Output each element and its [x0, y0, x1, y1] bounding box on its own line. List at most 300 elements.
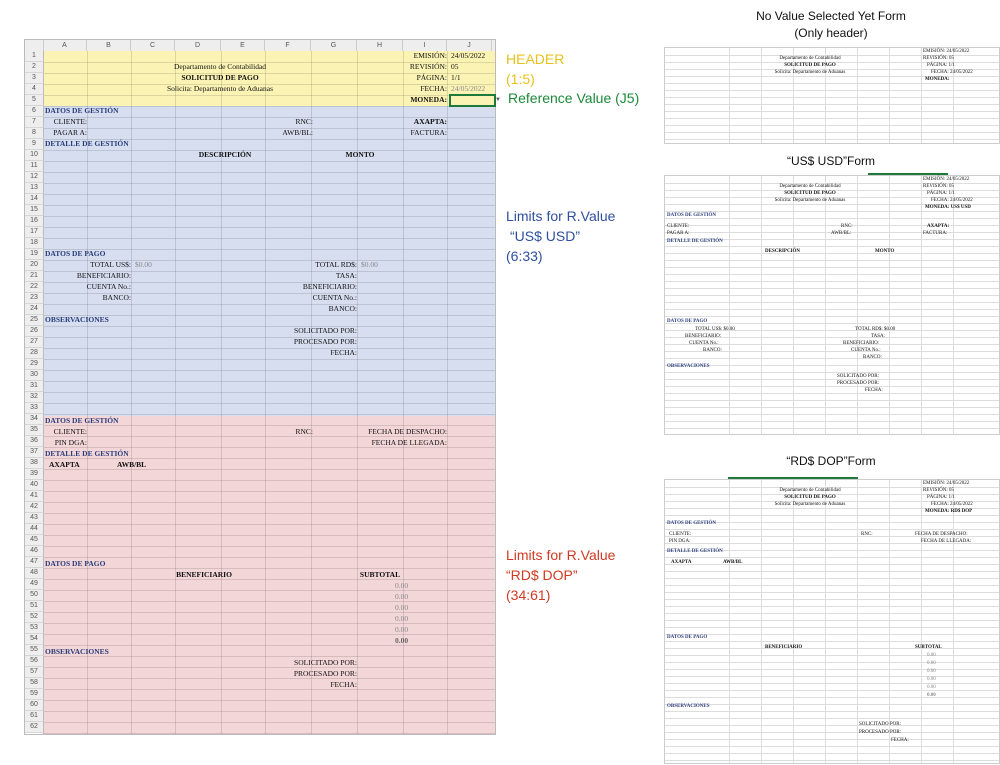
preview-grid-line — [665, 132, 999, 133]
preview-grid-line — [665, 414, 999, 415]
preview-usd-datos-pago: DATOS DE PAGO — [667, 319, 708, 324]
row-header[interactable]: 28 — [25, 348, 44, 359]
dop-subtotal-value[interactable]: 0.00 — [395, 614, 409, 623]
dop-subtotal-value[interactable]: 0.00 — [395, 592, 409, 601]
usd-datos-pago: DATOS DE PAGO — [45, 249, 106, 258]
preview-grid-line — [665, 718, 999, 719]
grid-row-line — [43, 535, 495, 536]
row-header[interactable]: 15 — [25, 205, 44, 216]
grid-col-line — [131, 51, 132, 734]
row-header[interactable]: 26 — [25, 326, 44, 337]
preview-usd-title: “US$ USD”Form — [786, 154, 875, 168]
preview-dop-llegada: FECHA DE LLEGADA: — [921, 539, 972, 544]
preview-grid-line — [665, 564, 999, 565]
dop-observaciones: OBSERVACIONES — [45, 647, 109, 656]
preview-fecha: FECHA: 24/05/2022 — [931, 70, 973, 75]
preview-grid-line — [665, 260, 999, 261]
grid-row-line — [43, 249, 495, 250]
preview-dop-subtotal-value: 0.00 — [927, 677, 936, 682]
preview-usd-solicitado: SOLICITADO POR: — [837, 374, 879, 379]
row-header[interactable]: 29 — [25, 359, 44, 370]
row-header[interactable]: 41 — [25, 491, 44, 502]
preview-grid-line — [665, 393, 999, 394]
grid-row-line — [43, 381, 495, 382]
grid-row-line — [43, 656, 495, 657]
annotation-reference: Reference Value (J5) — [508, 90, 640, 106]
grid-row-line — [43, 205, 495, 206]
preview-usd-awb: AWB/BL: — [831, 231, 852, 236]
preview-dop-axapta: AXAPTA — [671, 560, 692, 565]
dop-subtotal-value[interactable]: 0.00 — [395, 581, 409, 590]
preview-grid-line — [665, 704, 999, 705]
preview-grid-line — [665, 641, 999, 642]
preview-grid-line — [665, 400, 999, 401]
annotation-header: HEADER — [506, 51, 565, 67]
dop-subtotal-header: SUBTOTAL — [359, 570, 401, 579]
grid-row-line — [43, 480, 495, 481]
preview-grid-line — [665, 732, 999, 733]
preview-none-form — [664, 47, 1000, 144]
column-header-e[interactable]: E — [221, 40, 265, 51]
preview-solicita: Solicita: Departamento de Aduanas — [774, 198, 846, 203]
preview-grid-line — [665, 421, 999, 422]
preview-grid-line — [729, 176, 730, 434]
usd-pagar-a: PAGAR A: — [53, 128, 87, 137]
column-header-g[interactable]: G — [311, 40, 357, 51]
usd-total-usd-value[interactable]: $0.00 — [135, 260, 152, 269]
preview-grid-line — [889, 48, 890, 143]
preview-dop-obs: OBSERVACIONES — [667, 704, 710, 709]
grid-row-line — [43, 524, 495, 525]
preview-usd-benef2: BENEFICIARIO: — [843, 341, 880, 346]
pagina-label: PÁGINA: — [416, 73, 447, 82]
corner-cell[interactable] — [25, 40, 44, 51]
usd-total-usd: TOTAL US$: — [90, 260, 131, 269]
row-header[interactable]: 60 — [25, 700, 44, 711]
dop-fecha: FECHA: — [330, 680, 357, 689]
row-header[interactable]: 4 — [25, 84, 44, 95]
preview-dop-fecha: FECHA: — [891, 738, 909, 743]
preview-grid-line — [665, 627, 999, 628]
grid-row-line — [43, 359, 495, 360]
column-header-c[interactable]: C — [131, 40, 175, 51]
usd-banco-1: BANCO: — [102, 293, 131, 302]
column-header-d[interactable]: D — [175, 40, 221, 51]
row-header[interactable]: 16 — [25, 216, 44, 227]
dop-datos-pago: DATOS DE PAGO — [45, 559, 106, 568]
annotation-dop-2: “RD$ DOP” — [506, 567, 578, 583]
row-header[interactable]: 44 — [25, 524, 44, 535]
usd-awb: AWB/BL: — [282, 128, 313, 137]
column-header-j[interactable]: J — [447, 40, 492, 51]
row-header[interactable]: 59 — [25, 689, 44, 700]
usd-descripcion-header: DESCRIPCIÓN — [198, 150, 252, 159]
row-header[interactable]: 11 — [25, 161, 44, 172]
preview-grid-line — [857, 176, 858, 434]
preview-dop-subtotal-value: 0.00 — [927, 653, 936, 658]
preview-grid-line — [889, 176, 890, 434]
row-header[interactable]: 62 — [25, 722, 44, 733]
usd-fecha: FECHA: — [330, 348, 357, 357]
preview-grid-line — [665, 90, 999, 91]
moneda-dropdown[interactable] — [449, 94, 496, 107]
usd-datos-gestion: DATOS DE GESTIÓN — [45, 106, 119, 115]
dropdown-arrow-icon[interactable]: ▼ — [495, 97, 501, 103]
preview-grid-line — [665, 309, 999, 310]
preview-grid-line — [825, 480, 826, 763]
preview-pagina: PÁGINA: 1/1 — [927, 495, 955, 500]
emision-value[interactable]: 24/05/2022 — [451, 51, 486, 60]
row-header[interactable]: 53 — [25, 623, 44, 634]
usd-observaciones: OBSERVACIONES — [45, 315, 109, 324]
preview-dop-procesado: PROCESADO POR: — [859, 730, 902, 735]
grid-row-line — [43, 612, 495, 613]
row-header[interactable]: 13 — [25, 183, 44, 194]
preview-dept: Departamento de Contabilidad — [779, 56, 841, 61]
preview-grid-line — [921, 176, 922, 434]
preview-grid-line — [665, 316, 999, 317]
preview-grid-line — [665, 662, 999, 663]
preview-usd-cliente: CLIENTE: — [667, 224, 690, 229]
preview-dop-despacho: FECHA DE DESPACHO: — [915, 532, 968, 537]
preview-grid-line — [665, 585, 999, 586]
usd-cliente: CLIENTE: — [53, 117, 87, 126]
preview-usd-detalle: DETALLE DE GESTIÓN — [667, 239, 723, 244]
grid-row-line — [43, 216, 495, 217]
usd-cuenta-2: CUENTA No.: — [312, 293, 357, 302]
preview-usd-banco: BANCO: — [703, 348, 722, 353]
preview-grid-line — [665, 655, 999, 656]
row-header[interactable]: 19 — [25, 249, 44, 260]
row-header[interactable]: 22 — [25, 282, 44, 293]
form-title: SOLICITUD DE PAGO — [181, 73, 259, 82]
row-header[interactable]: 55 — [25, 645, 44, 656]
preview-grid-line — [665, 753, 999, 754]
preview-dop-subtotal-value: 0.00 — [927, 669, 936, 674]
dop-procesado: PROCESADO POR: — [293, 669, 357, 678]
preview-dop-subtotal-value: 0.00 — [927, 685, 936, 690]
row-header[interactable]: 51 — [25, 601, 44, 612]
dop-datos-gestion: DATOS DE GESTIÓN — [45, 416, 119, 425]
row-header[interactable]: 31 — [25, 381, 44, 392]
preview-grid-line — [665, 669, 999, 670]
row-header[interactable]: 56 — [25, 656, 44, 667]
grid-col-line — [447, 51, 448, 734]
preview-moneda: MONEDA: US$ USD — [925, 205, 971, 210]
fecha-value[interactable]: 24/05/2022 — [451, 84, 486, 93]
row-header[interactable]: 32 — [25, 392, 44, 403]
preview-grid-line — [761, 480, 762, 763]
row-header[interactable]: 40 — [25, 480, 44, 491]
preview-dop-solicitado: SOLICITADO POR: — [859, 722, 901, 727]
revision-value[interactable]: 05 — [451, 62, 459, 71]
usd-beneficiario-1: BENEFICIARIO: — [76, 271, 131, 280]
preview-title: SOLICITUD DE PAGO — [784, 495, 836, 500]
preview-grid-line — [665, 428, 999, 429]
preview-grid-line — [665, 104, 999, 105]
row-header[interactable]: 23 — [25, 293, 44, 304]
preview-emision: EMISIÓN: 24/05/2022 — [923, 481, 970, 486]
row-header[interactable]: 43 — [25, 513, 44, 524]
preview-usd-cuenta: CUENTA No.: — [689, 341, 719, 346]
row-header[interactable]: 27 — [25, 337, 44, 348]
preview-grid-line — [665, 111, 999, 112]
preview-usd-total-rd: TOTAL RD$: $0.00 — [855, 327, 896, 332]
preview-grid-line — [665, 634, 999, 635]
preview-grid-line — [665, 125, 999, 126]
dop-solicitado: SOLICITADO POR: — [294, 658, 357, 667]
preview-grid-line — [793, 480, 794, 763]
grid-row-line — [43, 513, 495, 514]
preview-grid-line — [665, 557, 999, 558]
preview-grid-line — [665, 739, 999, 740]
usd-solicitado: SOLICITADO POR: — [294, 326, 357, 335]
grid-row-line — [43, 645, 495, 646]
preview-grid-line — [665, 365, 999, 366]
preview-dop-awb: AWB/BL — [723, 560, 743, 565]
annotation-dop-3: (34:61) — [506, 587, 551, 603]
preview-grid-line — [665, 690, 999, 691]
dop-subtotal-value[interactable]: 0.00 — [395, 636, 409, 645]
row-header[interactable]: 18 — [25, 238, 44, 249]
annotation-usd-1: Limits for R.Value — [506, 208, 616, 224]
grid-row-line — [43, 590, 495, 591]
usd-beneficiario-2: BENEFICIARIO: — [302, 282, 357, 291]
preview-grid-line — [665, 386, 999, 387]
preview-grid-line — [665, 118, 999, 119]
row-header[interactable]: 35 — [25, 425, 44, 436]
preview-grid-line — [953, 480, 954, 763]
preview-dept: Departamento de Contabilidad — [779, 184, 841, 189]
preview-grid-line — [665, 97, 999, 98]
dop-awb-header: AWB/BL — [117, 460, 147, 469]
grid-row-line — [43, 623, 495, 624]
row-header[interactable]: 7 — [25, 117, 44, 128]
grid-row-line — [43, 227, 495, 228]
dop-subtotal-value[interactable]: 0.00 — [395, 603, 409, 612]
column-header-a[interactable]: A — [43, 40, 87, 51]
preview-grid-line — [665, 578, 999, 579]
usd-tasa: TASA: — [335, 271, 357, 280]
row-header[interactable]: 25 — [25, 315, 44, 326]
preview-title: SOLICITUD DE PAGO — [784, 191, 836, 196]
dop-subtotal-value[interactable]: 0.00 — [395, 625, 409, 634]
row-header[interactable]: 52 — [25, 612, 44, 623]
preview-none-title-1: No Value Selected Yet Form — [756, 9, 906, 23]
row-header[interactable]: 8 — [25, 128, 44, 139]
preview-usd-rnc: RNC: — [841, 224, 853, 229]
column-header-f[interactable]: F — [265, 40, 311, 51]
row-header[interactable]: 17 — [25, 227, 44, 238]
row-header[interactable]: 34 — [25, 414, 44, 425]
row-header[interactable]: 61 — [25, 711, 44, 722]
usd-banco-2: BANCO: — [328, 304, 357, 313]
preview-grid-line — [665, 246, 999, 247]
preview-grid-line — [665, 379, 999, 380]
row-header[interactable]: 57 — [25, 667, 44, 678]
row-header[interactable]: 47 — [25, 557, 44, 568]
moneda-label: MONEDA: — [410, 95, 447, 104]
preview-moneda: MONEDA: RD$ DOP — [925, 509, 973, 514]
grid-row-line — [43, 403, 495, 404]
preview-title: SOLICITUD DE PAGO — [784, 63, 836, 68]
dop-rnc: RNC: — [295, 427, 313, 436]
solicita-text: Solicita: Departamento de Aduanas — [166, 84, 273, 93]
preview-dop-title: “RD$ DOP”Form — [786, 454, 876, 468]
grid-row-line — [43, 238, 495, 239]
preview-revision: REVISIÓN: 05 — [923, 184, 954, 189]
preview-solicita: Solicita: Departamento de Aduanas — [774, 502, 846, 507]
preview-usd-tasa: TASA: — [871, 334, 886, 339]
dop-cliente: CLIENTE: — [53, 427, 87, 436]
preview-fecha: FECHA: 24/05/2022 — [931, 502, 973, 507]
row-header[interactable]: 6 — [25, 106, 44, 117]
preview-usd-factura: FACTURA: — [923, 231, 948, 236]
usd-total-rd: TOTAL RD$: — [315, 260, 357, 269]
preview-dop-benef: BENEFICIARIO — [765, 645, 803, 650]
preview-pagina: PÁGINA: 1/1 — [927, 63, 955, 68]
usd-total-rd-value[interactable]: $0.00 — [361, 260, 378, 269]
row-header[interactable]: 10 — [25, 150, 44, 161]
preview-solicita: Solicita: Departamento de Aduanas — [774, 70, 846, 75]
preview-usd-benef: BENEFICIARIO: — [685, 334, 722, 339]
preview-grid-line — [665, 571, 999, 572]
usd-factura: FACTURA: — [410, 128, 447, 137]
preview-none-title-2: (Only header) — [794, 26, 868, 40]
preview-dop-pin: PIN DGA: — [669, 539, 691, 544]
row-header[interactable]: 24 — [25, 304, 44, 315]
preview-grid-line — [665, 599, 999, 600]
fecha-label: FECHA: — [420, 84, 447, 93]
row-header[interactable]: 39 — [25, 469, 44, 480]
preview-grid-line — [857, 480, 858, 763]
grid-row-line — [43, 161, 495, 162]
row-header[interactable]: 46 — [25, 546, 44, 557]
grid-row-line — [43, 315, 495, 316]
grid-row-line — [43, 700, 495, 701]
row-header[interactable]: 5 — [25, 95, 44, 106]
usd-detalle: DETALLE DE GESTIÓN — [45, 139, 129, 148]
row-header[interactable]: 58 — [25, 678, 44, 689]
row-header[interactable]: 38 — [25, 458, 44, 469]
dop-fecha-despacho: FECHA DE DESPACHO: — [368, 427, 447, 436]
row-header[interactable]: 3 — [25, 73, 44, 84]
preview-dop-datos-pago: DATOS DE PAGO — [667, 635, 708, 640]
preview-usd-fecha: FECHA: — [865, 388, 883, 393]
preview-moneda: MONEDA: — [925, 77, 950, 82]
grid-row-line — [43, 601, 495, 602]
row-header[interactable]: 21 — [25, 271, 44, 282]
preview-grid-line — [665, 83, 999, 84]
preview-usd-axapta: AXAPTA: — [927, 224, 950, 229]
row-header[interactable]: 12 — [25, 172, 44, 183]
preview-grid-line — [665, 606, 999, 607]
column-header-h[interactable]: H — [357, 40, 403, 51]
grid-row-line — [43, 172, 495, 173]
grid-row-line — [43, 557, 495, 558]
preview-grid-line — [665, 711, 999, 712]
annotation-header-range: (1:5) — [506, 71, 535, 87]
grid-row-line — [43, 414, 495, 415]
preview-grid-line — [665, 620, 999, 621]
preview-usd-form — [664, 175, 1000, 435]
preview-grid-line — [665, 139, 999, 140]
row-header[interactable]: 2 — [25, 62, 44, 73]
row-header[interactable]: 1 — [25, 51, 44, 62]
column-header-b[interactable]: B — [87, 40, 131, 51]
row-header[interactable]: 42 — [25, 502, 44, 513]
preview-grid-line — [665, 302, 999, 303]
preview-grid-line — [921, 480, 922, 763]
spreadsheet[interactable] — [24, 39, 501, 735]
preview-grid-line — [665, 676, 999, 677]
preview-dop-subtotal-value: 0.00 — [927, 693, 936, 698]
preview-usd-cuenta2: CUENTA No.: — [851, 348, 881, 353]
usd-rnc: RNC: — [295, 117, 313, 126]
grid-row-line — [43, 183, 495, 184]
row-header[interactable]: 36 — [25, 436, 44, 447]
preview-grid-line — [665, 274, 999, 275]
preview-grid-line — [761, 176, 762, 434]
grid-col-line — [87, 51, 88, 734]
preview-dop-cliente: CLIENTE: — [669, 532, 692, 537]
preview-grid-line — [665, 372, 999, 373]
row-header[interactable]: 48 — [25, 568, 44, 579]
preview-grid-line — [665, 407, 999, 408]
grid-row-line — [43, 194, 495, 195]
preview-grid-line — [665, 323, 999, 324]
grid-row-line — [43, 491, 495, 492]
preview-grid-line — [729, 48, 730, 143]
row-header[interactable]: 33 — [25, 403, 44, 414]
grid-row-line — [43, 370, 495, 371]
preview-grid-line — [665, 683, 999, 684]
preview-usd-procesado: PROCESADO POR: — [837, 381, 880, 386]
grid-row-line — [43, 502, 495, 503]
preview-grid-line — [665, 613, 999, 614]
preview-usd-pagar: PAGAR A: — [667, 231, 690, 236]
usd-cuenta-1: CUENTA No.: — [86, 282, 131, 291]
row-header[interactable]: 14 — [25, 194, 44, 205]
preview-grid-line — [665, 281, 999, 282]
row-header[interactable]: 9 — [25, 139, 44, 150]
column-header-i[interactable]: I — [403, 40, 447, 51]
preview-grid-line — [665, 746, 999, 747]
dop-fecha-llegada: FECHA DE LLEGADA: — [371, 438, 447, 447]
row-header[interactable]: 30 — [25, 370, 44, 381]
preview-grid-line — [921, 48, 922, 143]
row-header[interactable]: 54 — [25, 634, 44, 645]
emision-label: EMISIÓN: — [413, 51, 447, 60]
row-header[interactable]: 37 — [25, 447, 44, 458]
row-header[interactable]: 49 — [25, 579, 44, 590]
annotation-usd-3: (6:33) — [506, 248, 543, 264]
row-header[interactable]: 20 — [25, 260, 44, 271]
row-header[interactable]: 45 — [25, 535, 44, 546]
dop-beneficiario-header: BENEFICIARIO — [176, 570, 232, 579]
preview-dop-form — [664, 479, 1000, 764]
revision-label: REVISIÓN: — [409, 62, 447, 71]
preview-grid-line — [665, 288, 999, 289]
preview-grid-line — [665, 760, 999, 761]
pagina-value[interactable]: 1/1 — [451, 73, 461, 82]
row-header[interactable]: 50 — [25, 590, 44, 601]
grid-row-line — [43, 546, 495, 547]
grid-row-line — [43, 733, 495, 734]
grid-row-line — [43, 634, 495, 635]
grid-row-line — [43, 469, 495, 470]
preview-usd-total-usd: TOTAL US$: $0.00 — [695, 327, 735, 332]
